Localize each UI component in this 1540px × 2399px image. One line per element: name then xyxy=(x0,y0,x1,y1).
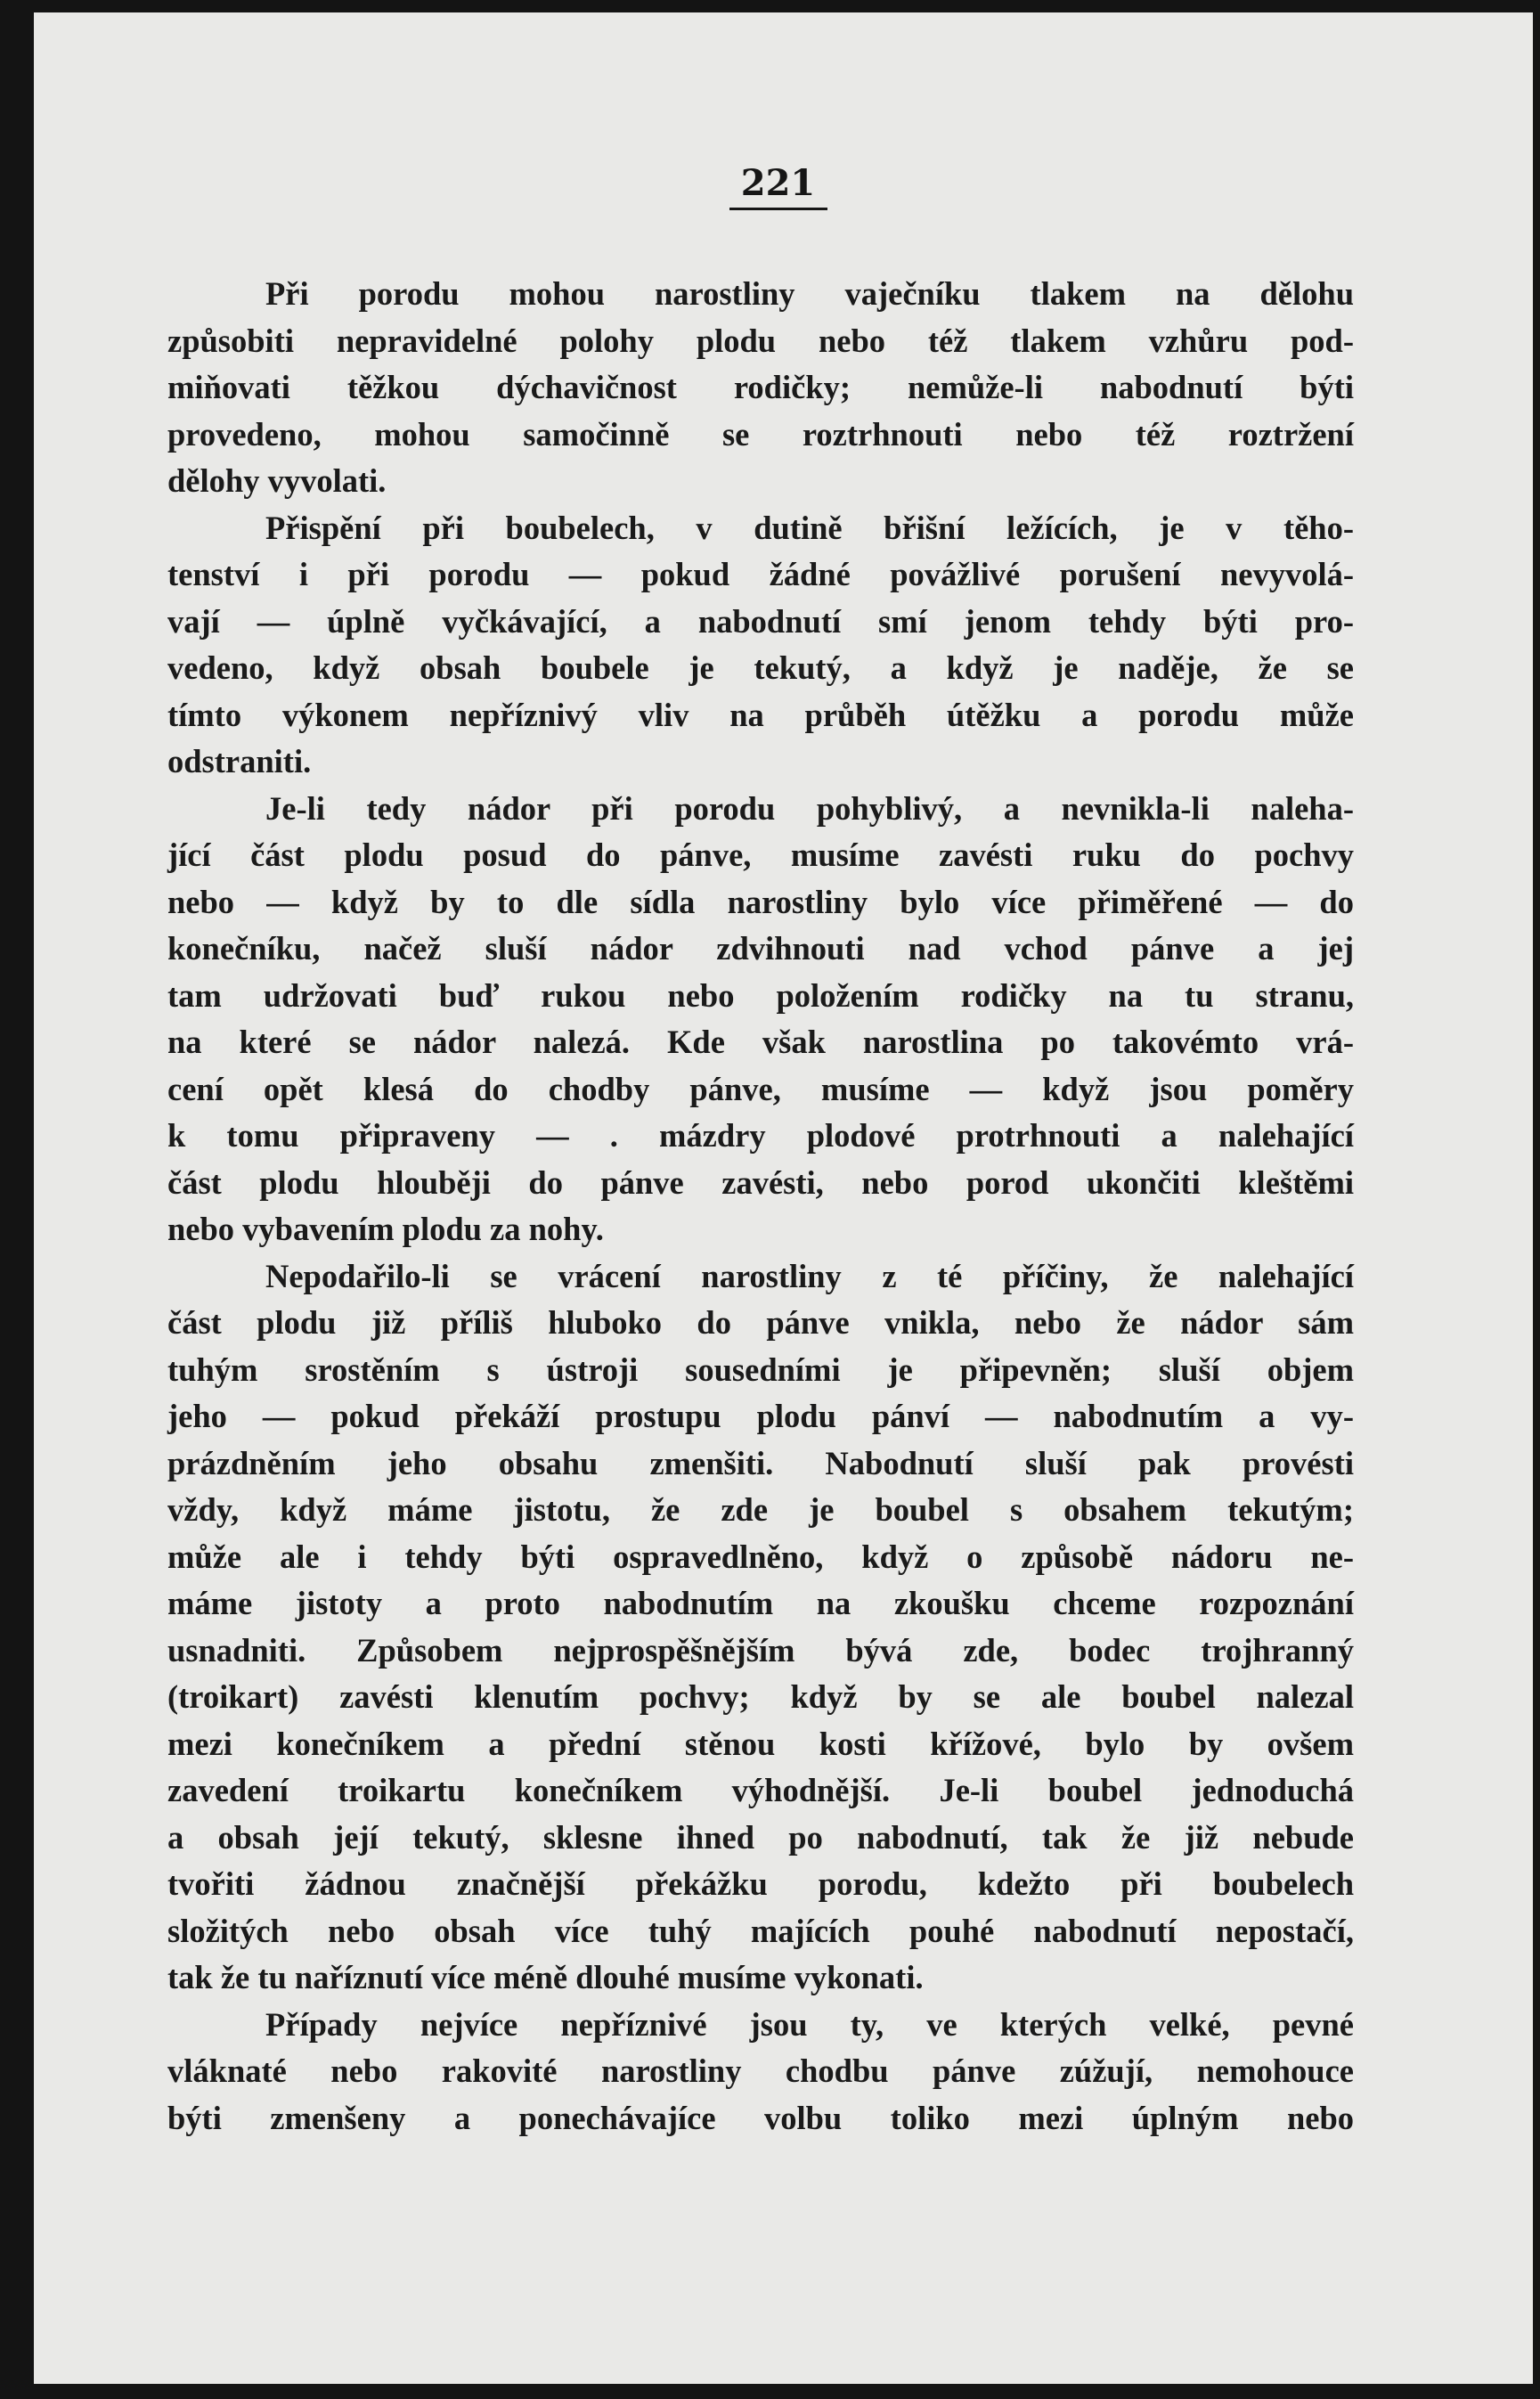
text-line: mezi konečníkem a přední stěnou kosti křížové, bylo by ovšem xyxy=(167,1725,1354,1762)
text-line: nebo — když by to dle sídla narostliny bylo více přiměřené — do xyxy=(167,883,1354,920)
text-line: Je-li tedy nádor při porodu pohyblivý, a nevnikla-li naleha- xyxy=(265,789,1354,827)
scanned-page xyxy=(34,12,1533,2384)
paragraph xyxy=(167,2002,1354,2142)
text-line-last: odstraniti. xyxy=(167,743,312,779)
text-line: zavedení troikartu konečníkem výhodnější. Je-li boubel jednoduchá xyxy=(167,1772,1354,1808)
text-line: vedeno, když obsah boubele je tekutý, a když je naděje, že se xyxy=(167,649,1354,686)
text-line: k tomu připraveny — . mázdry plodové protrhnouti a nalehající xyxy=(167,1117,1354,1154)
text-line: část plodu hlouběji do pánve zavésti, nebo porod ukončiti kleštěmi xyxy=(167,1163,1354,1201)
paragraph xyxy=(167,786,1354,1253)
text-line: cení opět klesá do chodby pánve, musíme — když jsou poměry xyxy=(167,1070,1354,1107)
text-line: Přispění při boubelech, v dutině břišní ležících, je v těho- xyxy=(265,509,1354,546)
page-number xyxy=(29,162,1528,210)
text-line: Při porodu mohou narostliny vaječníku tlakem na dělohu xyxy=(265,275,1354,312)
text-line: prázdněním jeho obsahu zmenšiti. Nabodnutí sluší pak provésti xyxy=(167,1444,1354,1481)
text-line: jeho — pokud překáží prostupu plodu pánví — nabodnutím a vy- xyxy=(167,1398,1354,1434)
text-line: způsobiti nepravidelné polohy plodu nebo též tlakem vzhůru pod- xyxy=(167,322,1354,359)
text-line-last: dělohy vyvolati. xyxy=(167,462,387,499)
paragraph xyxy=(167,505,1354,786)
text-line: tuhým srostěním s ústroji sousedními je připevněn; sluší objem xyxy=(167,1350,1354,1388)
text-line: na které se nádor nalezá. Kde však narostlina po takovémto vrá- xyxy=(167,1024,1354,1060)
text-line: a obsah její tekutý, sklesne ihned po nabodnutí, tak že již nebude xyxy=(167,1818,1354,1856)
text-line: usnadniti. Způsobem nejprospěšnějším bývá zde, bodec trojhranný xyxy=(167,1631,1354,1669)
paragraph xyxy=(167,1253,1354,2002)
text-line: složitých nebo obsah více tuhý majících pouhé nabodnutí nepostačí, xyxy=(167,1912,1354,1949)
text-line: vají — úplně vyčkávající, a nabodnutí smí jenom tehdy býti pro- xyxy=(167,602,1354,640)
text-line: Nepodařilo-li se vrácení narostliny z té příčiny, že nalehající xyxy=(265,1257,1354,1294)
body-text xyxy=(167,271,1354,2142)
text-line: provedeno, mohou samočinně se roztrhnouti nebo též roztržení xyxy=(167,415,1354,453)
text-line: tam udržovati buď rukou nebo položením rodičky na tu stranu, xyxy=(167,976,1354,1014)
text-line: tímto výkonem nepříznivý vliv na průběh útěžku a porodu může xyxy=(167,696,1354,733)
text-line: vždy, když máme jistotu, že zde je boubel s obsahem tekutým; xyxy=(167,1491,1354,1528)
text-line: tvořiti žádnou značnější překážku porodu, kdežto při boubelech xyxy=(167,1865,1354,1902)
text-line: konečníku, načež sluší nádor zdvihnouti nad vchod pánve a jej xyxy=(167,930,1354,967)
page-number-text: 221 xyxy=(740,162,816,204)
text-line: může ale i tehdy býti ospravedlněno, když o způsobě nádoru ne- xyxy=(167,1538,1354,1575)
text-line: (troikart) zavésti klenutím pochvy; když by se ale boubel nalezal xyxy=(167,1678,1354,1715)
text-line: vláknaté nebo rakovité narostliny chodbu pánve zúžují, nemohouce xyxy=(167,2052,1354,2089)
paragraph xyxy=(167,271,1354,505)
text-line: jící část plodu posud do pánve, musíme zavésti ruku do pochvy xyxy=(167,836,1354,873)
page-number-underline xyxy=(729,208,827,210)
text-line-last: nebo vybavením plodu za nohy. xyxy=(167,1211,604,1247)
text-line: máme jistoty a proto nabodnutím na zkoušku chceme rozpoznání xyxy=(167,1585,1354,1621)
text-line: tenství i při porodu — pokud žádné povážlivé porušení nevyvolá- xyxy=(167,556,1354,592)
text-line: Případy nejvíce nepříznivé jsou ty, ve kterých velké, pevné xyxy=(265,2005,1354,2043)
text-line: miňovati těžkou dýchavičnost rodičky; nemůže-li nabodnutí býti xyxy=(167,369,1354,405)
text-line-last: tak že tu naříznutí více méně dlouhé musíme vykonati. xyxy=(167,1959,924,1995)
text-line: býti zmenšeny a ponechávajíce volbu toliko mezi úplným nebo xyxy=(167,2099,1354,2136)
text-line: část plodu již příliš hluboko do pánve vnikla, nebo že nádor sám xyxy=(167,1304,1354,1341)
